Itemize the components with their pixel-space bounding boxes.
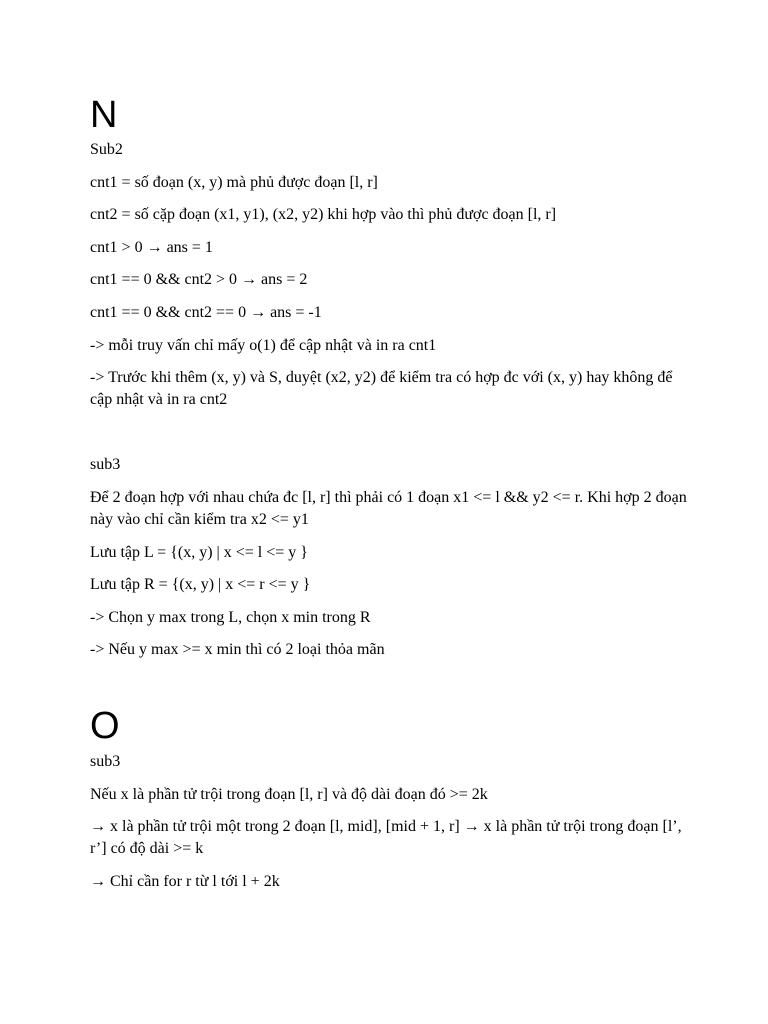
- section-heading-n: N: [90, 94, 118, 136]
- paragraph: -> Nếu y max >= x min thì có 2 loại thỏa mãn: [90, 641, 385, 658]
- paragraph: -> Chọn y max trong L, chọn x min trong R: [90, 609, 371, 626]
- paragraph: → Chỉ cần for r từ l tới l + 2k: [90, 873, 280, 890]
- paragraph: cnt1 == 0 && cnt2 > 0 → ans = 2: [90, 271, 308, 288]
- paragraph: Lưu tập R = {(x, y) | x <= r <= y }: [90, 576, 311, 593]
- paragraph: Nếu x là phần tử trội trong đoạn [l, r] và độ dài đoạn đó >= 2k: [90, 786, 488, 803]
- paragraph: -> mỗi truy vấn chỉ mấy o(1) để cập nhật và in ra cnt1: [90, 337, 437, 354]
- subtask-label: sub3: [90, 753, 121, 770]
- paragraph: cnt1 > 0 → ans = 1: [90, 239, 213, 256]
- paragraph: cnt1 == 0 && cnt2 == 0 → ans = -1: [90, 304, 322, 321]
- paragraph: Để 2 đoạn hợp với nhau chứa đc [l, r] thì phải có 1 đoạn x1 <= l && y2 <= r. Khi hợp 2 đoạn này vào chỉ cần kiểm tra x2 <= y1: [90, 489, 687, 528]
- subtask-label: Sub2: [90, 141, 123, 158]
- paragraph: Lưu tập L = {(x, y) | x <= l <= y }: [90, 544, 308, 561]
- section-heading-o: O: [90, 705, 120, 747]
- paragraph: cnt2 = số cặp đoạn (x1, y1), (x2, y2) khi hợp vào thì phủ được đoạn [l, r]: [90, 206, 557, 223]
- paragraph: cnt1 = số đoạn (x, y) mà phủ được đoạn [l, r]: [90, 174, 378, 191]
- paragraph: -> Trước khi thêm (x, y) và S, duyệt (x2, y2) để kiểm tra có hợp đc với (x, y) hay không để cập nhật và in ra cnt2: [90, 369, 673, 408]
- paragraph: → x là phần tử trội một trong 2 đoạn [l, mid], [mid + 1, r] → x là phần tử trội trong đoạn [l’, r’] có độ dài >= k: [90, 818, 682, 857]
- subtask-label: sub3: [90, 456, 121, 473]
